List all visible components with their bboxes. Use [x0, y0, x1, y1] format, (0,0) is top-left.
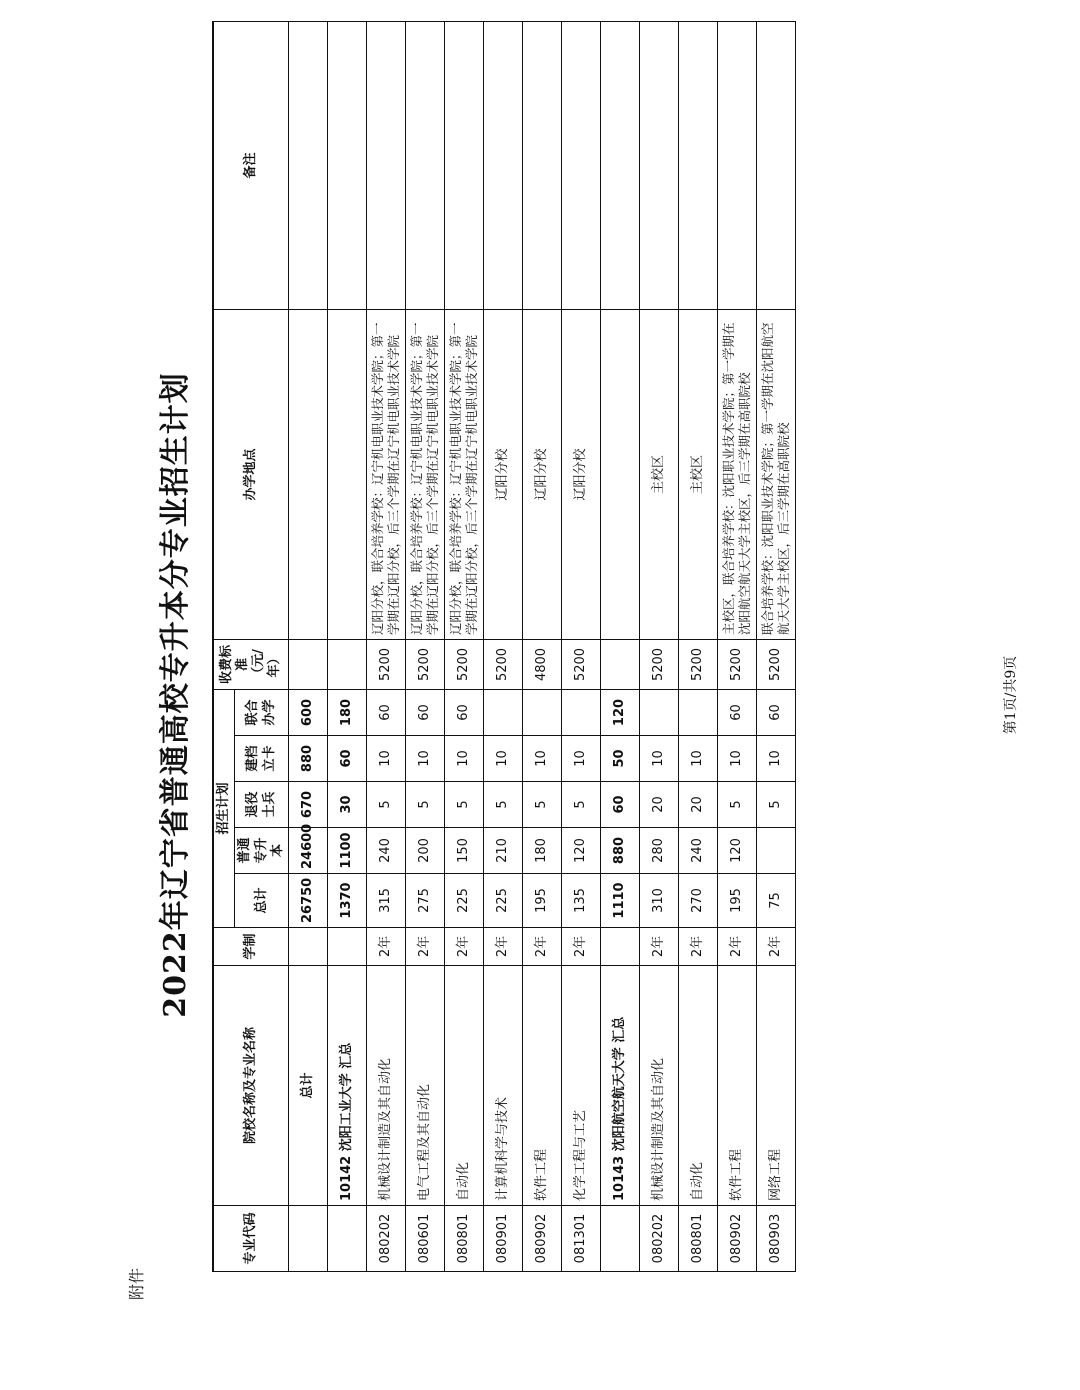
cell-code: 081301 — [562, 1206, 601, 1272]
table-row — [718, 22, 757, 1272]
cell-location — [328, 310, 367, 640]
attachment-label: 附件 — [127, 1267, 146, 1300]
cell-note — [484, 22, 523, 310]
header-fee: 收费标准（元/年） — [213, 640, 289, 690]
cell-duration: 2年 — [679, 928, 718, 966]
cell-note — [562, 22, 601, 310]
cell-regular: 1100 — [328, 828, 367, 874]
cell-regular: 880 — [601, 828, 640, 874]
cell-code: 080202 — [640, 1206, 679, 1272]
header-joint: 联合办学 — [235, 690, 289, 736]
cell-poor: 10 — [484, 736, 523, 782]
cell-location: 主校区，联合培养学校：沈阳职业技术学院；第一学期在沈阳航空航天大学主校区，后三学期在高职院校 — [718, 310, 757, 640]
cell-total: 275 — [406, 874, 445, 928]
header-poor: 建档立卡 — [235, 736, 289, 782]
cell-total: 1370 — [328, 874, 367, 928]
cell-name: 自动化 — [445, 966, 484, 1206]
table-row — [445, 22, 484, 1272]
cell-joint: 180 — [328, 690, 367, 736]
cell-total: 75 — [757, 874, 796, 928]
cell-veteran: 20 — [640, 782, 679, 828]
cell-name: 软件工程 — [523, 966, 562, 1206]
cell-location — [289, 310, 328, 640]
cell-code — [328, 1206, 367, 1272]
cell-duration: 2年 — [367, 928, 406, 966]
cell-code: 080902 — [523, 1206, 562, 1272]
cell-location — [601, 310, 640, 640]
cell-duration: 2年 — [523, 928, 562, 966]
cell-joint — [562, 690, 601, 736]
cell-veteran: 5 — [445, 782, 484, 828]
cell-location: 辽阳分校 — [562, 310, 601, 640]
cell-joint: 120 — [601, 690, 640, 736]
cell-veteran: 60 — [601, 782, 640, 828]
cell-fee: 4800 — [523, 640, 562, 690]
cell-name: 10143 沈阳航空航天大学 汇总 — [601, 966, 640, 1206]
cell-joint: 60 — [367, 690, 406, 736]
cell-regular: 24600 — [289, 828, 328, 874]
header-duration: 学制 — [213, 928, 289, 966]
cell-poor: 10 — [367, 736, 406, 782]
summary-row — [601, 22, 640, 1272]
cell-joint — [679, 690, 718, 736]
cell-joint: 60 — [757, 690, 796, 736]
header-note: 备注 — [213, 22, 289, 310]
header-code: 专业代码 — [213, 1206, 289, 1272]
cell-regular: 180 — [523, 828, 562, 874]
cell-joint: 60 — [406, 690, 445, 736]
cell-fee — [289, 640, 328, 690]
cell-poor: 10 — [523, 736, 562, 782]
cell-name: 总计 — [289, 966, 328, 1206]
cell-fee — [601, 640, 640, 690]
cell-poor: 10 — [679, 736, 718, 782]
cell-duration: 2年 — [484, 928, 523, 966]
cell-note — [328, 22, 367, 310]
table-row — [484, 22, 523, 1272]
cell-location: 主校区 — [679, 310, 718, 640]
header-regular: 普通专升本 — [235, 828, 289, 874]
cell-fee: 5200 — [406, 640, 445, 690]
table-row — [757, 22, 796, 1272]
cell-fee: 5200 — [367, 640, 406, 690]
cell-total: 195 — [523, 874, 562, 928]
summary-row — [328, 22, 367, 1272]
cell-joint — [640, 690, 679, 736]
cell-duration: 2年 — [757, 928, 796, 966]
cell-duration — [328, 928, 367, 966]
cell-location: 辽阳分校 — [523, 310, 562, 640]
summary-row — [289, 22, 328, 1272]
cell-name: 计算机科学与技术 — [484, 966, 523, 1206]
cell-veteran: 5 — [718, 782, 757, 828]
cell-poor: 880 — [289, 736, 328, 782]
cell-name: 化学工程与工艺 — [562, 966, 601, 1206]
cell-veteran: 5 — [562, 782, 601, 828]
header-location: 办学地点 — [213, 310, 289, 640]
cell-note — [445, 22, 484, 310]
cell-veteran: 5 — [523, 782, 562, 828]
cell-fee: 5200 — [718, 640, 757, 690]
cell-code: 080903 — [757, 1206, 796, 1272]
table-row — [523, 22, 562, 1272]
cell-regular: 240 — [367, 828, 406, 874]
cell-fee — [328, 640, 367, 690]
cell-regular: 200 — [406, 828, 445, 874]
cell-regular: 120 — [718, 828, 757, 874]
table-body — [289, 22, 796, 1272]
cell-name: 网络工程 — [757, 966, 796, 1206]
cell-poor: 60 — [328, 736, 367, 782]
cell-total: 225 — [445, 874, 484, 928]
page-footer: 第1页/共9页 — [1003, 655, 1019, 735]
header-veteran: 退役士兵 — [235, 782, 289, 828]
cell-note — [757, 22, 796, 310]
cell-location: 辽阳分校，联合培养学校：辽宁机电职业技术学院；第一学期在辽阳分校，后三个学期在辽宁机电职业技术学院 — [445, 310, 484, 640]
cell-poor: 10 — [445, 736, 484, 782]
cell-poor: 10 — [757, 736, 796, 782]
cell-veteran: 5 — [757, 782, 796, 828]
cell-joint: 60 — [718, 690, 757, 736]
cell-total: 135 — [562, 874, 601, 928]
cell-code — [601, 1206, 640, 1272]
cell-location: 联合培养学校：沈阳职业技术学院；第一学期在沈阳航空航天大学主校区，后三学期在高职院校 — [757, 310, 796, 640]
cell-duration: 2年 — [640, 928, 679, 966]
cell-total: 270 — [679, 874, 718, 928]
cell-name: 机械设计制造及其自动化 — [640, 966, 679, 1206]
cell-location: 辽阳分校，联合培养学校：辽宁机电职业技术学院；第一学期在辽阳分校，后三个学期在辽宁机电职业技术学院 — [367, 310, 406, 640]
cell-note — [523, 22, 562, 310]
cell-joint: 60 — [445, 690, 484, 736]
cell-duration — [289, 928, 328, 966]
cell-veteran: 30 — [328, 782, 367, 828]
cell-joint — [484, 690, 523, 736]
cell-note — [679, 22, 718, 310]
cell-veteran: 5 — [484, 782, 523, 828]
cell-regular: 240 — [679, 828, 718, 874]
cell-duration: 2年 — [562, 928, 601, 966]
cell-note — [601, 22, 640, 310]
cell-regular — [757, 828, 796, 874]
cell-regular: 210 — [484, 828, 523, 874]
header-name: 院校名称及专业名称 — [213, 966, 289, 1206]
cell-veteran: 670 — [289, 782, 328, 828]
cell-name: 10142 沈阳工业大学 汇总 — [328, 966, 367, 1206]
cell-poor: 10 — [562, 736, 601, 782]
cell-total: 310 — [640, 874, 679, 928]
cell-regular: 280 — [640, 828, 679, 874]
cell-fee: 5200 — [640, 640, 679, 690]
cell-duration: 2年 — [445, 928, 484, 966]
cell-veteran: 20 — [679, 782, 718, 828]
cell-name: 软件工程 — [718, 966, 757, 1206]
cell-note — [718, 22, 757, 310]
cell-duration — [601, 928, 640, 966]
cell-duration: 2年 — [718, 928, 757, 966]
cell-joint: 600 — [289, 690, 328, 736]
cell-location: 辽阳分校，联合培养学校：辽宁机电职业技术学院；第一学期在辽阳分校，后三个学期在辽宁机电职业技术学院 — [406, 310, 445, 640]
cell-code: 080902 — [718, 1206, 757, 1272]
cell-fee: 5200 — [484, 640, 523, 690]
cell-code — [289, 1206, 328, 1272]
cell-fee: 5200 — [445, 640, 484, 690]
enrollment-table — [212, 21, 796, 1272]
cell-regular: 150 — [445, 828, 484, 874]
cell-code: 080801 — [445, 1206, 484, 1272]
cell-duration: 2年 — [406, 928, 445, 966]
cell-joint — [523, 690, 562, 736]
cell-fee: 5200 — [679, 640, 718, 690]
page-title: 2022年辽宁省普通高校专升本分专业招生计划 — [158, 372, 193, 1018]
cell-name: 机械设计制造及其自动化 — [367, 966, 406, 1206]
cell-total: 195 — [718, 874, 757, 928]
cell-name: 自动化 — [679, 966, 718, 1206]
cell-total: 225 — [484, 874, 523, 928]
cell-note — [289, 22, 328, 310]
cell-note — [367, 22, 406, 310]
cell-code: 080202 — [367, 1206, 406, 1272]
cell-location: 主校区 — [640, 310, 679, 640]
table-row — [640, 22, 679, 1272]
table-row — [562, 22, 601, 1272]
cell-poor: 10 — [718, 736, 757, 782]
cell-veteran: 5 — [406, 782, 445, 828]
header-total: 总计 — [235, 874, 289, 928]
cell-poor: 10 — [406, 736, 445, 782]
table-row — [367, 22, 406, 1272]
table-row — [406, 22, 445, 1272]
cell-veteran: 5 — [367, 782, 406, 828]
cell-total: 1110 — [601, 874, 640, 928]
cell-total: 26750 — [289, 874, 328, 928]
cell-location: 辽阳分校 — [484, 310, 523, 640]
enrollment-table-wrap — [212, 62, 796, 1272]
cell-fee: 5200 — [757, 640, 796, 690]
cell-poor: 50 — [601, 736, 640, 782]
cell-code: 080901 — [484, 1206, 523, 1272]
cell-total: 315 — [367, 874, 406, 928]
table-row — [679, 22, 718, 1272]
cell-code: 080601 — [406, 1206, 445, 1272]
cell-code: 080801 — [679, 1206, 718, 1272]
header-plan-group: 招生计划 — [213, 690, 235, 928]
cell-note — [640, 22, 679, 310]
cell-regular: 120 — [562, 828, 601, 874]
cell-note — [406, 22, 445, 310]
cell-fee: 5200 — [562, 640, 601, 690]
cell-name: 电气工程及其自动化 — [406, 966, 445, 1206]
cell-poor: 10 — [640, 736, 679, 782]
